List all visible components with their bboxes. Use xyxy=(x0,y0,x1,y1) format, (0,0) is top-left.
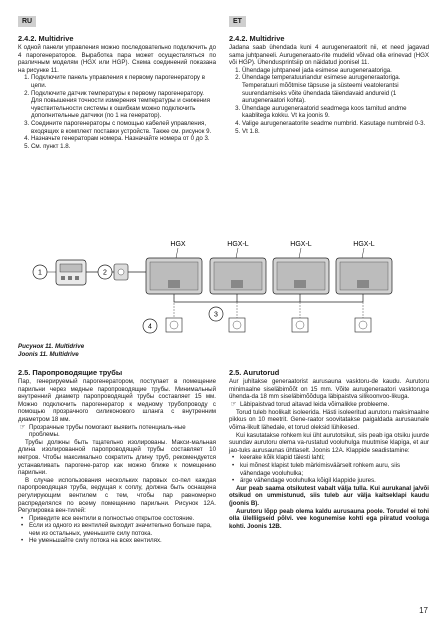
control-panel-icon xyxy=(56,260,86,285)
ru-step: 5. См. пункт 1.8. xyxy=(31,143,216,151)
figure-caption-et: Joonis 11. Multidrive xyxy=(18,350,79,358)
steam-generator-icon xyxy=(273,258,329,294)
ru-step: 2. Подключите датчик температуры к первому парогенератору. Для повышения точности измерения температуры и снижения чувствительности системы к ошибкам можно подключить дополнительные датчики (по 1 на генератор). xyxy=(31,90,216,120)
et-bullet: • ärge vähendage vooluhulka kõigil klappide juures. xyxy=(240,477,429,485)
warning-hand-icon: ☞ xyxy=(230,400,237,408)
svg-text:1: 1 xyxy=(38,269,42,277)
ru-section-title: 2.4.2. Multidrive xyxy=(18,34,74,43)
callout-4 xyxy=(143,319,157,333)
et-valve-bullets xyxy=(229,454,429,484)
et-note xyxy=(229,401,429,409)
ru-step: 3. Соедините парогенераторы с помощью кабелей управления, входящих в комплект поставки устройств. Также см. рисунок 9. xyxy=(31,120,216,135)
et-paragraph: Torud tuleb hoolikalt isoleerida. Hästi isoleeritud aurutoru maksimaalne pikkus on 10 meetrit. Gene-raator soovitatakse paigaldada aurusaunale võima-likult lähedale, et torud oleksid lühikesed. xyxy=(229,408,429,431)
language-tag-ru: RU xyxy=(18,16,36,27)
ru-note-text: Прозрачные трубы помогают выявить потенциаль-ные проблемы. xyxy=(29,423,186,439)
et-note-text: Läbipaistvad torud aitavad leida võimalikke probleeme. xyxy=(240,400,390,408)
ru-step: 4. Назначьте генераторам номера. Назначайте номера от 0 до 3. xyxy=(31,135,216,143)
et-steam-pipes-section xyxy=(229,368,429,530)
et-section-title: 2.4.2. Multidrive xyxy=(229,34,285,43)
ru-step: 1. Подключите панель управления к первому парогенератору в цепи. xyxy=(31,74,216,89)
ru-paragraph: Пар, генерируемый парогенератором, поступает в помещение парильни через медные паропроводящие трубы. Минимальный внутренний диаметр паропроводящей трубы составляет 15 мм. Можно подключить парогенератор к медному трубопроводу с помощью прозрачного силиконового шланга с внутренним диаметром 18 мм. xyxy=(18,378,216,423)
steam-generator-icon xyxy=(210,258,266,294)
sensor-icon xyxy=(166,318,182,332)
generator-label: HGX-L xyxy=(290,241,312,248)
et-bold-paragraph: Aurutoru lõpp peab olema kaldu aurusauna poole. Torudel ei tohi olla ülelliigseid põlvi. vee kogunemise kohti ega piiratud vooluga kohti. Joonis 12B. xyxy=(229,507,429,530)
sensor-icon xyxy=(355,318,371,332)
ru-steam-pipes-section xyxy=(18,368,216,545)
callout-1 xyxy=(33,265,56,279)
ru-bullet: • Приведите все вентили в полностью открытое состояние. xyxy=(29,515,216,523)
ru-paragraph: В случае использования нескольких паровых со-пел каждая паропроводящая труба, ведущая к соплу, должна быть оснащена регулирующим вентилем с тем, чтобы пар равномерно распределялся по всему помещению парильни. Рисунок 12A. Регулировка вен-тилей: xyxy=(18,476,216,515)
et-step: 4. Valige aurugeneraatorite seadme numbrid. Kasutage numbreid 0-3. xyxy=(242,120,429,128)
temperature-sensor-icon xyxy=(114,264,128,280)
et-intro: Jadana saab ühendada kuni 4 aurugeneraatorit nii, et need jagavad sama juhtpaneeli. Aurugeneraato-rite mudelid võivad olla erinevad (HGX või HGP). Ühendusprintsiip on näidatud joonisel 11. xyxy=(229,44,429,67)
svg-text:4: 4 xyxy=(148,323,152,331)
svg-text:3: 3 xyxy=(214,311,218,319)
ru-section-title: 2.5. Паропроводящие трубы xyxy=(18,368,123,377)
multidrive-wiring-diagram xyxy=(28,240,423,340)
et-multidrive-section xyxy=(229,34,429,135)
et-step: 2. Ühendage temperatuuriandur esimese aurugeneraatoriga. Temperatuuri mõõtmise täpsuse ja süsteemi veatolerantsi suurendamiseks võite ühendada täiendavaid andureid (1 aurugeneraatori kohta). xyxy=(242,74,429,104)
et-section-title: 2.5. Aurutorud xyxy=(229,368,280,377)
warning-hand-icon: ☞ xyxy=(19,423,26,431)
ru-note xyxy=(18,424,216,439)
et-step: 1. Ühendage juhtpaneel jada esimese aurugeneraatoriga. xyxy=(242,67,429,75)
svg-text:2: 2 xyxy=(103,269,107,277)
generator-label: HGX-L xyxy=(227,241,249,248)
ru-paragraph: Трубы должны быть тщательно изолированы. Макси-мальная длина изолированной паропроводящей трубы составляет 10 метров. Чтобы максимально сократить длину труб, рекомендуется устанавливать парогене-ратор как можно ближе к помещению парильни. xyxy=(18,438,216,477)
et-step: 3. Ühendage aurugeneraatorid seadmega koos tarnitud andme kaablitega kokku. Vt ka joonis 9. xyxy=(242,105,429,120)
ru-multidrive-section xyxy=(18,34,216,150)
ru-bullet: • Не уменьшайте силу потока на всех вентилях. xyxy=(29,537,216,545)
callout-2 xyxy=(98,265,112,279)
et-step: 5. Vt 1.8. xyxy=(242,128,429,136)
ru-bullet: • Если из одного из вентилей выходит значительно больше пара, чем из остальных, уменьшите силу потока. xyxy=(29,522,216,537)
sensor-icon xyxy=(292,318,308,332)
et-steps-list xyxy=(229,67,429,135)
page-number: 17 xyxy=(419,606,428,615)
figure-caption-ru: Рисунок 11. Multidrive xyxy=(18,343,85,350)
ru-steps-list xyxy=(18,74,216,150)
ru-intro: К одной панели управления можно последовательно подключить до 4 парогенераторов. Выработка пара может осуществляться по различным моделям (HGX или HGP). Схема соединений показана на рисунке 11. xyxy=(18,44,216,74)
et-bullet: • kui mõnest klapist tuleb märkimisväärselt rohkem auru, siis vähendage vooluhulka; xyxy=(240,462,429,477)
sensor-cable xyxy=(174,294,363,318)
et-paragraph: Aur juhitakse generaatorist aurusauna vasktoru-de kaudu. Aurutoru minimaalne siseläbimõõt on 15 mm. Võite aurugeneraatori vasktoruga ühenda-da 18 mm siseläbimõõduga läbipaistva silikoonvoo-likuga. xyxy=(229,378,429,401)
sensor-icon xyxy=(229,318,245,332)
steam-generator-icon xyxy=(336,258,392,294)
et-paragraph: Kui kasutatakse rohkem kui üht aurutotsikut, siis peab iga otsiku juurde suundav aurutoru olema va-rustatud vooluhulga muutmise klapiga, et aur jao-tuks aurusaunas ühtlaselt. Joonis 12A. Klappide seadistamine: xyxy=(229,431,429,454)
ru-valve-bullets xyxy=(18,515,216,545)
generator-label: HGX-L xyxy=(353,241,375,248)
steam-generator-icon xyxy=(146,258,202,294)
et-bullet: • keerake kõik klapid täiesti lahti; xyxy=(240,454,429,462)
et-bold-paragraph: Aur peab saama otsikutest vabalt välja tulla. Kui aurukanal ja/või otsikud on ummistunud, siis tuleb aur välja kaitseklapi kaudu (joonis B). xyxy=(229,484,429,507)
generator-label: HGX xyxy=(170,241,186,248)
callout-3 xyxy=(209,307,223,321)
figure-caption xyxy=(18,343,84,358)
language-tag-et: ET xyxy=(229,16,246,27)
